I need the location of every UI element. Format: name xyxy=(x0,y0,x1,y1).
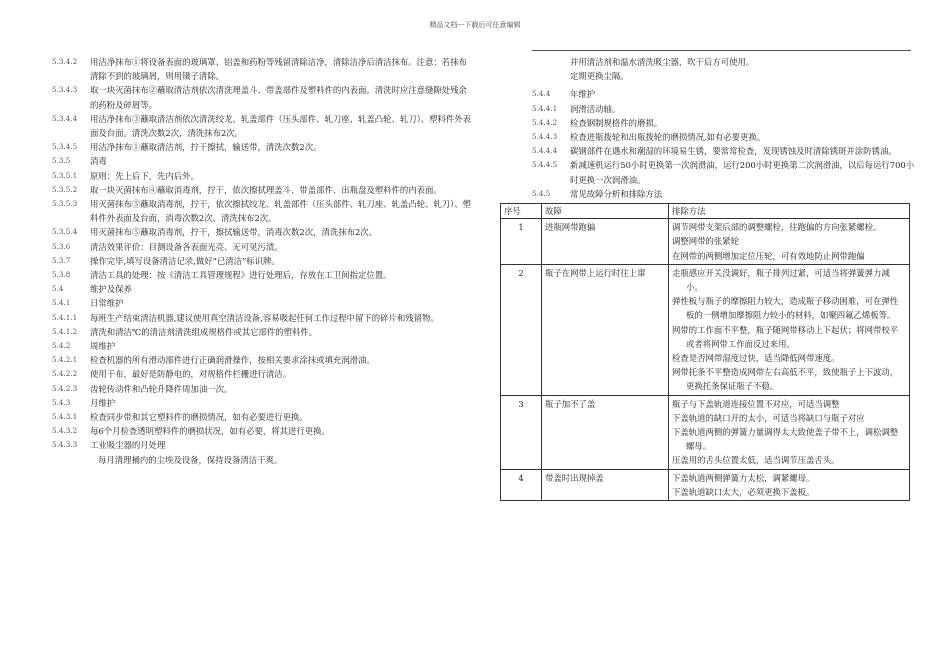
troubleshooting-table xyxy=(500,203,910,501)
section-text: 原则：先上后下，先内后外。 xyxy=(90,170,199,181)
left-tail-text: 每月清理桶内的尘埃及设备，保持设备清洁干爽。 xyxy=(98,454,283,465)
section-item xyxy=(532,158,917,186)
solution-cell xyxy=(669,395,910,469)
table-row xyxy=(501,219,910,265)
col-header-number: 序号 xyxy=(501,204,542,219)
section-text: 用洁净抹布①蘸取清洁剂，拧干擦拭，输送带，清洗次数2次。 xyxy=(90,142,322,153)
left-column xyxy=(52,55,472,467)
row-number: 1 xyxy=(501,219,542,265)
section-item xyxy=(52,268,472,282)
section-item xyxy=(52,339,472,353)
fault-cell: 进瓶网带跑偏 xyxy=(542,219,669,265)
section-text: 消毒 xyxy=(90,156,107,167)
solution-line: 弹性板与瓶子的摩擦阻力较大，造成瓶子移动困难，可在弹性板的一侧增加摩擦阻力较小的材料，如聚四氟乙烯板等。 xyxy=(672,296,899,321)
section-item xyxy=(52,311,472,325)
section-number: 5.3.8 xyxy=(52,270,71,280)
section-number: 5.3.4.4 xyxy=(52,113,78,123)
right-column xyxy=(504,55,917,501)
section-text: 取一块灭菌抹布②蘸取清洁剂依次清洗理盖斗、带盖部件及塑料件的内表面。清洗时应注意缝隙处残余的药粉及碎屑等。 xyxy=(90,85,467,110)
section-item xyxy=(532,187,917,201)
section-item xyxy=(52,424,472,438)
table-header-row xyxy=(501,204,910,219)
right-section-list xyxy=(532,87,917,201)
section-number: 5.4.4.4 xyxy=(532,146,558,156)
section-text: 用灭菌抹布⑤蘸取消毒剂，拧干，擦拭输送带，消毒次数2次，清洗抹布2次。 xyxy=(90,227,378,238)
section-item xyxy=(532,87,917,101)
section-text: 用灭菌抹布⑤蘸取消毒剂，拧干，依次擦拭绞龙、轧盖部件（压头部件、轧刀座、轧盖凸轮、轧刀）、塑料件外表面及台面，消毒次数2次，清洗抹布2次。 xyxy=(90,199,472,224)
solution-line: 走瓶感应开关没调好，瓶子排列过紧，可适当将弹簧弹力减小。 xyxy=(672,267,890,293)
section-item xyxy=(52,396,472,410)
solution-cell xyxy=(669,469,910,500)
section-text: 用洁净抹布③蘸取清洁剂依次清洗绞龙、轧盖部件（压头部件、轧刀座、轧盖凸轮、轧刀）、塑料件外表面及台面。清洗次数2次，清洗抹布2次。 xyxy=(90,113,472,139)
section-number: 5.4.3.2 xyxy=(52,426,78,436)
left-section-list xyxy=(52,55,472,453)
section-text: 齿轮传动件和凸轮升降件周加油一次。 xyxy=(90,383,233,394)
section-number: 5.4.1.2 xyxy=(52,326,78,336)
section-item xyxy=(52,296,472,310)
section-text: 日常维护 xyxy=(90,298,124,309)
section-item xyxy=(532,116,917,130)
section-number: 5.4.2.3 xyxy=(52,383,78,393)
section-item xyxy=(532,144,917,158)
section-text: 工业吸尘器的月处理 xyxy=(90,440,166,451)
section-item xyxy=(52,325,472,339)
col-header-fault: 故障 xyxy=(542,204,669,219)
section-item xyxy=(52,140,472,154)
section-item xyxy=(532,102,917,116)
section-number: 5.4.3.3 xyxy=(52,440,78,450)
section-number: 5.4.2.1 xyxy=(52,355,78,365)
section-text: 使用干布，最好是防静电的，对规格件栏栅进行清洁。 xyxy=(90,369,291,380)
solution-line: 网带的工作面不平整，瓶子随网带移动上下起伏；将网带校平或者将网带工作面反过来用。 xyxy=(672,324,899,349)
section-number: 5.4.5 xyxy=(532,188,551,198)
row-number: 4 xyxy=(501,469,542,500)
header-rule xyxy=(532,50,911,51)
solution-line: 调节网带支架后部的调整螺栓，往跑偏的方向张紧螺栓。 xyxy=(672,222,882,233)
section-number: 5.3.5.3 xyxy=(52,199,78,209)
fault-cell: 带盖时出现掉盖 xyxy=(542,469,669,500)
section-number: 5.4.2 xyxy=(52,341,71,351)
section-number: 5.4.4.3 xyxy=(532,132,558,142)
page-header-watermark: 精品文档---下载后可任意编辑 xyxy=(429,21,521,29)
section-text: 新减速机运行50小时更换第一次润滑油，运行200小时更换第二次润滑油，以后每运行700小时更换一次润滑油。 xyxy=(570,160,915,185)
section-text: 每班生产结束清洁机器,建议使用真空清洁设备,容易吸起任何工作过程中留下的碎片和残留物。 xyxy=(90,312,439,323)
section-number: 5.3.4.2 xyxy=(52,57,78,66)
section-number: 5.4.4.1 xyxy=(532,103,558,113)
section-number: 5.3.5.1 xyxy=(52,170,78,180)
section-number: 5.4.1 xyxy=(52,298,71,308)
solution-line: 检查是否网带湿度过快，适当降低网带速度。 xyxy=(672,353,840,364)
section-text: 维护及保养 xyxy=(90,284,132,295)
section-item xyxy=(52,183,472,197)
section-number: 5.4.1.1 xyxy=(52,312,78,322)
section-item xyxy=(52,382,472,396)
solution-cell xyxy=(669,219,910,265)
section-number: 5.4 xyxy=(52,284,64,294)
solution-line: 下盖轨道两侧的弹簧力量调得太大致使盖子带不上，调松调整螺母。 xyxy=(672,427,899,452)
section-text: 清洗和清洁℃的清洁剂清洗组成规格件或其它部件的塑料件。 xyxy=(90,326,318,337)
section-text: 检查钢制规格件的磨损。 xyxy=(570,117,663,128)
right-top-line: 并用清洁剂和温水清洗吸尘器，吹干后方可使用。 xyxy=(570,57,755,67)
section-number: 5.3.5.2 xyxy=(52,184,78,194)
solution-cell xyxy=(669,264,910,395)
solution-line: 网带托条不平整造成网带左右高低不平，致使瓶子上下波动，更换托条保证瓶子不稳。 xyxy=(672,367,899,392)
section-item xyxy=(52,112,472,140)
section-text: 清洁工具的处理：按《清洁工具管理规程》进行处理后，存放在工卫间指定位置。 xyxy=(90,270,392,281)
section-item xyxy=(52,55,472,83)
section-item xyxy=(52,83,472,111)
section-text: 检查同步带和其它塑料件的磨损情况，如有必要进行更换。 xyxy=(90,412,308,423)
section-item xyxy=(52,240,472,254)
section-number: 5.3.5.4 xyxy=(52,227,78,237)
section-number: 5.4.4.5 xyxy=(532,160,558,170)
section-number: 5.3.4.5 xyxy=(52,142,78,152)
table-row xyxy=(501,395,910,469)
section-text: 常见故障分析和排除方法 xyxy=(570,188,663,199)
right-top-line: 定期更换尘隔。 xyxy=(570,71,629,82)
section-text: 操作完毕,填写设备清洁记录,做好“已清洁”标识牌。 xyxy=(90,255,280,266)
section-text: 润滑活动轴。 xyxy=(570,103,621,114)
section-text: 每6个月检查透明塑料件的磨损状况，如有必要，将其进行更换。 xyxy=(90,426,330,437)
section-number: 5.4.2.2 xyxy=(52,369,78,379)
section-text: 年维护 xyxy=(570,89,596,100)
solution-line: 下盖轨道缺口太大，必须更换下盖板。 xyxy=(672,486,815,497)
solution-line: 在网带的两侧增加定位压轮，可有效地防止网带跑偏 xyxy=(672,250,865,261)
section-number: 5.4.3.1 xyxy=(52,412,78,422)
solution-line: 调整网带的张紧轮 xyxy=(672,236,739,247)
solution-line: 压盖用的舌头位置太低，适当调节压盖舌头。 xyxy=(672,455,840,466)
section-number: 5.4.4.2 xyxy=(532,117,558,127)
section-text: 周维护 xyxy=(90,341,116,352)
section-text: 月维护 xyxy=(90,397,116,408)
section-text: 检查机器的所有滑动部件进行正确润滑操作，按相关要求涂抹或填充润滑油。 xyxy=(90,355,375,366)
table-row xyxy=(501,469,910,500)
fault-cell: 瓶子在网带上运行时往上窜 xyxy=(542,264,669,395)
section-number: 5.4.4 xyxy=(532,89,551,99)
section-text: 清洁效果评价：目测设备各表面光亮、无可见污渍。 xyxy=(90,241,283,252)
section-item xyxy=(532,130,917,144)
section-item xyxy=(52,169,472,183)
solution-line: 下盖轨道两侧弹簧力太松，调紧螺母。 xyxy=(672,472,815,483)
section-item xyxy=(52,353,472,367)
section-item xyxy=(52,197,472,225)
section-item xyxy=(52,410,472,424)
section-number: 5.3.4.3 xyxy=(52,85,78,95)
section-item xyxy=(52,282,472,296)
section-item xyxy=(52,154,472,168)
section-number: 5.4.3 xyxy=(52,397,71,407)
fault-cell: 瓶子加不了盖 xyxy=(542,395,669,469)
section-number: 5.3.7 xyxy=(52,255,71,265)
section-text: 取一块灭菌抹布④蘸取消毒剂，拧干，依次擦拭理盖斗、带盖部件、出瓶盘及塑料件的内表面。 xyxy=(90,184,442,195)
section-number: 5.3.6 xyxy=(52,241,71,251)
section-item xyxy=(52,254,472,268)
solution-line: 下盖轨道的缺口开的太小，可适当将缺口与瓶子对应 xyxy=(672,412,865,423)
section-text: 碳钢部件在遇水和潮湿的环境易生锈，要常常检查，发现锈蚀及时清除锈斑并涂防锈油。 xyxy=(570,146,897,157)
row-number: 3 xyxy=(501,395,542,469)
solution-line: 瓶子与下盖轨道连接位置不对应，可适当调整 xyxy=(672,398,840,409)
table-row xyxy=(501,264,910,395)
section-item xyxy=(52,367,472,381)
table-body xyxy=(501,219,910,501)
col-header-solution: 排除方法 xyxy=(669,204,910,219)
section-item xyxy=(52,225,472,239)
section-text: 检查进瓶拨轮和出瓶拨轮的磨损情况,如有必要更换。 xyxy=(570,132,766,143)
section-text: 用洁净抹布①将设备表面的玻璃罩、铝盖和药粉等残留清除洁净，清除洁净后清洁抹布。注意：若抹布清除不到的玻璃屑，则用镊子清除。 xyxy=(90,57,467,82)
section-number: 5.3.5 xyxy=(52,156,71,166)
row-number: 2 xyxy=(501,264,542,395)
section-item xyxy=(52,438,472,452)
